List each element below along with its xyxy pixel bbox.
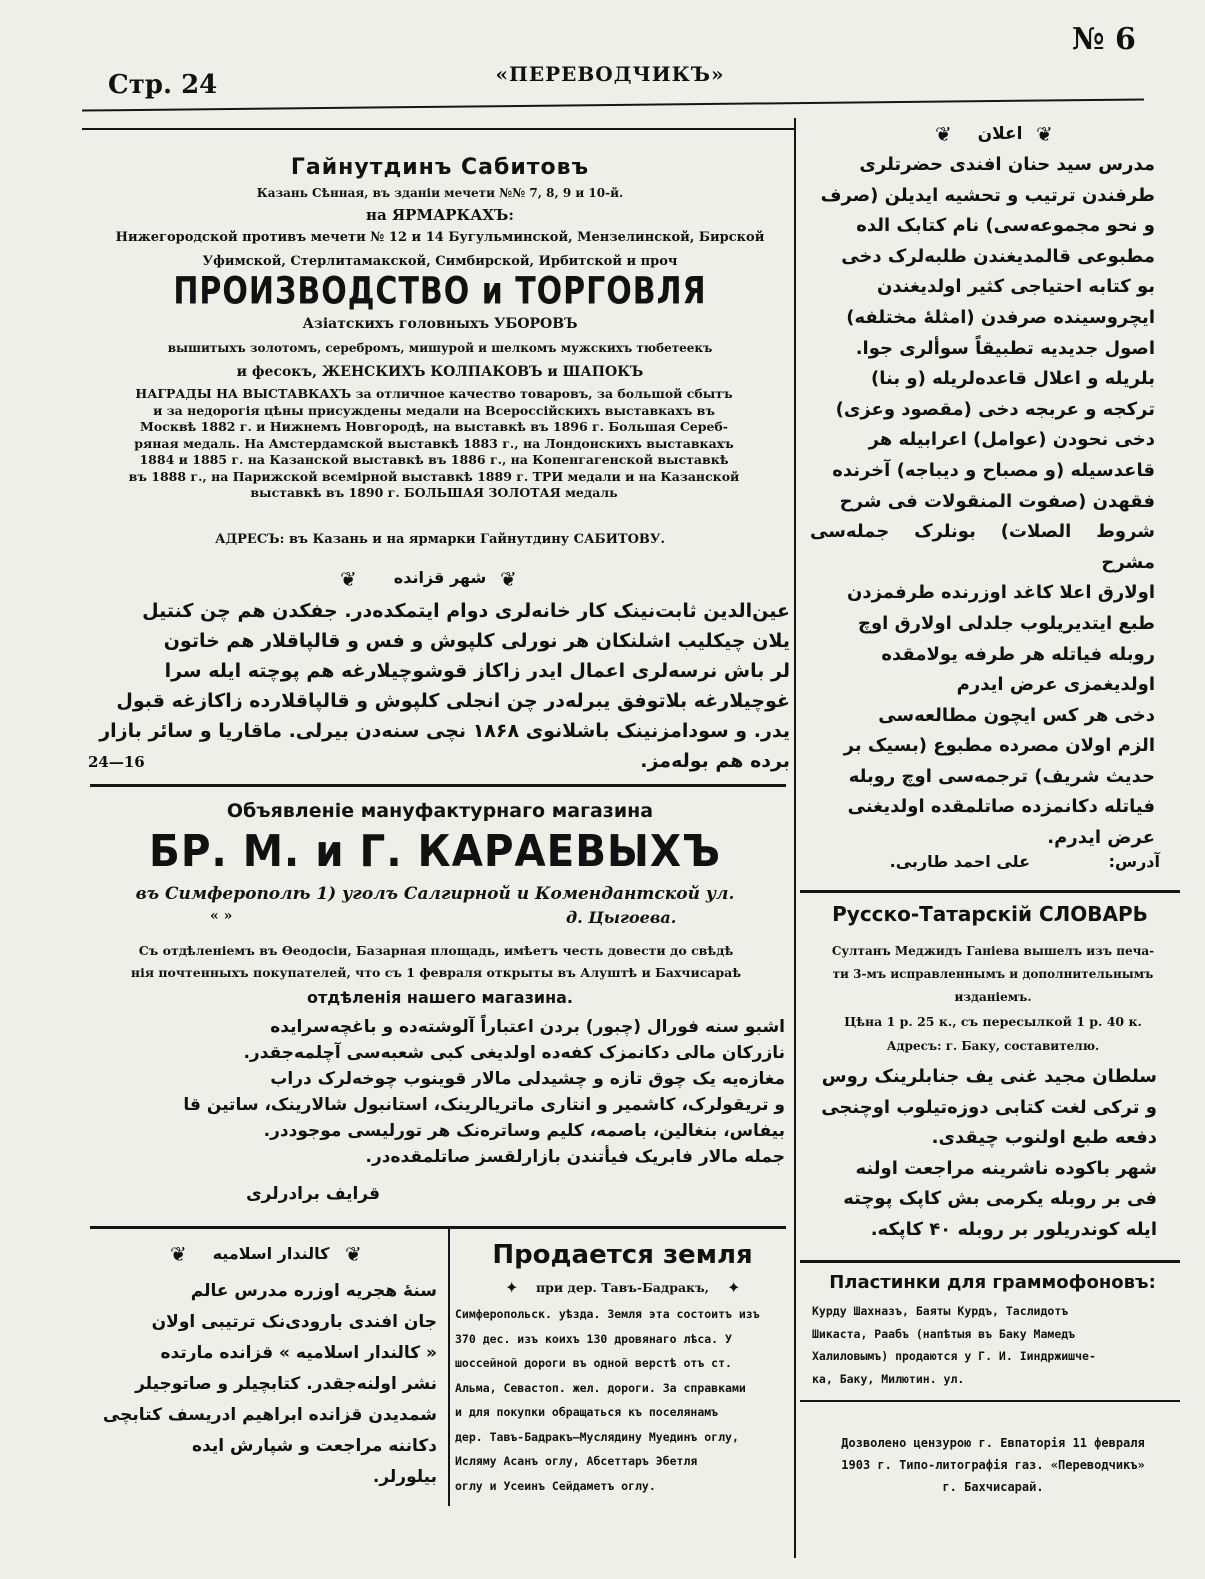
awards-line: НАГРАДЫ НА ВЫСТАВКАХЪ за отличное качество товаровъ, за большой сбытъ	[135, 386, 733, 401]
ornament-left-icon: ❦	[340, 567, 357, 591]
dictionary-arabic	[812, 1062, 1157, 1245]
ilan-line: حدیث شریف) ترجمه‌سی اوچ روبله	[848, 765, 1155, 787]
ad-subhead: Азіатскихъ головныхъ УБОРОВЪ	[302, 316, 578, 332]
section-rule	[90, 1226, 786, 1229]
land-line: дер. Тавъ-Бадракъ—Муслядину Муединъ оглу,	[455, 1429, 739, 1444]
section-rule	[800, 890, 1180, 893]
gramophone-body	[812, 1300, 1182, 1390]
ilan-line: قاعدسیله (و مصباح و دیباجه) آخرنده	[832, 459, 1155, 481]
land-line: Симферопольск. уѣзда. Земля эта состоитъ изъ	[455, 1307, 760, 1321]
ilan-line: ایچروسینده صرفدن (امثلهٔ مختلفه)	[846, 306, 1155, 328]
diamond-left-icon: ✦	[505, 1278, 519, 1297]
gramophone-line: Курду Шахназъ, Баяты Курдъ, Таслидотъ	[812, 1304, 1069, 1318]
calendar-body	[92, 1276, 437, 1493]
section-rule	[800, 1400, 1180, 1402]
ilan-line: اولدیغمزی عرض ایدرم	[956, 674, 1155, 696]
ilan-line: شروط الصلات) بونلرک جمله‌سی مشرح	[810, 521, 1155, 573]
ad-number: 24—16	[88, 753, 145, 771]
karaev-title: БР. М. и Г. КАРАЕВЫХЪ	[149, 826, 721, 877]
awards-line: Москвѣ 1882 г. и Нижнемъ Новгородѣ, на выставкѣ въ 1896 г. Большая Сереб-	[140, 419, 728, 434]
land-title: Продается земля	[492, 1240, 753, 1270]
dictionary-body	[806, 940, 1180, 1009]
land-body	[455, 1302, 790, 1498]
ilan-line: بو کتابه احتیاجی کثیر اولدیغندن	[876, 276, 1155, 298]
ilan-address-name: علی احمد طاربی.	[889, 852, 1030, 871]
page-number: Стр. 24	[108, 70, 218, 100]
karaev-tagline: отдѣленія нашего магазина.	[307, 988, 573, 1007]
newspaper-title: «ПЕРЕВОДЧИКЪ»	[495, 62, 725, 86]
censor-line: 1903 г. Типо-литографія газ. «Переводчикъ»	[841, 1458, 1145, 1472]
shahr-line: عین‌الدین ثابت‌نینک کار خانه‌لری دوام ایتمکده‌در. جفکدن هم چن کنتیل	[142, 600, 790, 622]
censor-line: г. Бахчисарай.	[942, 1480, 1044, 1494]
ilan-line: طرفندن ترتیب و تحشیه ایدیلن (صرف	[820, 184, 1155, 206]
dictionary-arabic-line: ایله کوندریلور بر روبله ۴۰ کاپکه.	[870, 1218, 1157, 1240]
dictionary-arabic-line: سلطان مجید غنی یف جنابلرینک روس	[821, 1066, 1157, 1087]
awards-line: выставкѣ въ 1890 г. БОЛЬШАЯ ЗОЛОТАЯ медаль	[250, 485, 618, 500]
ilan-line: و نحو مجموعه‌سی) نام کتابک الده	[856, 215, 1155, 237]
ilan-line: مدرس سید حنان افندی حضرتلری	[859, 154, 1155, 175]
ilan-line: فیاتله دکانمزده صاتلمقده اولدیغنی	[847, 796, 1155, 818]
ilan-line: اصول جدیدیه تطبیقاً سوألری جوا.	[855, 337, 1155, 359]
land-line: оглу и Усеинъ Сейдаметъ оглу.	[455, 1478, 656, 1493]
karaev-signature: قرایف برادرلری	[246, 1184, 380, 1204]
ilan-line: دخی هر کس ایچون مطالعه‌سی	[878, 704, 1155, 726]
karaev-body	[80, 940, 792, 984]
ilan-line: عرض ایدرم.	[1047, 827, 1155, 849]
ditto-marks: « »	[210, 908, 233, 924]
censor-note	[806, 1432, 1180, 1498]
dictionary-arabic-line: و ترکی لغت کتابی دوزه‌تیلوب اوچنجی	[821, 1096, 1157, 1118]
karaev-arabic-line: اشبو سنه فورال (چبور) بردن اعتباراً آلوشته‌ده و باغچه‌سرایده	[270, 1017, 785, 1037]
header-rule	[82, 98, 1144, 111]
awards-block	[78, 386, 790, 502]
ilan-line: اولارق اعلا کاغد اوزرنده طرفمزدن	[846, 582, 1155, 604]
shahr-line: یلان چیکلیب اشلنکان هر نورلی کلپوش و فس و قالپاقلار هم خاتون	[163, 630, 790, 652]
dictionary-line: ти 3-мъ исправленнымъ и дополнительнымъ	[832, 967, 1154, 981]
fairs-line-1: Нижегородской противъ мечети № 12 и 14 Бугульминской, Мензелинской, Бирской	[115, 230, 765, 245]
awards-line: 1884 и 1885 г. на Казанской выставкѣ въ 1886 г., на Копенгагенской выставкѣ	[139, 452, 729, 467]
dictionary-arabic-line: شهر باکوده ناشرینه مراجعت اولنه	[855, 1157, 1157, 1179]
calendar-line: « کالندار اسلامیه » قزانده مارتده	[160, 1343, 437, 1363]
column-divider	[794, 118, 796, 1558]
issue-number: № 6	[1072, 22, 1136, 57]
section-rule	[800, 1260, 1180, 1263]
ornament-right-icon: ❦	[345, 1242, 362, 1266]
karaev-location: въ Симферополѣ 1) уголъ Салгирной и Комендантской ул.	[135, 884, 735, 904]
dictionary-price: Цѣна 1 р. 25 к., съ пересылкой 1 р. 40 к.	[844, 1014, 1142, 1029]
ornament-left-icon: ❦	[170, 1242, 187, 1266]
censor-line: Дозволено цензурою г. Евпаторія 11 февраля	[841, 1436, 1145, 1450]
merchant-name: Гайнутдинъ Сабитовъ	[290, 155, 590, 180]
ilan-line: ترکجه و عربجه دخی (مقصود وعزی)	[835, 398, 1155, 420]
fairs-line-2: Уфимской, Стерлитамакской, Симбирской, Ирбитской и проч	[202, 254, 678, 269]
ilan-line: دخی نحودن (عوامل) اعرابیله هر	[868, 429, 1155, 451]
ornament-right-icon: ❦	[1036, 122, 1053, 146]
shahr-line: برده هم بوله‌مز.	[640, 750, 790, 772]
calendar-line: سنهٔ هجریه اوزره مدرس عالم	[190, 1281, 437, 1301]
ornament-left-icon: ❦	[935, 122, 952, 146]
dictionary-arabic-line: فی بر روبله یکرمی بش کاپک پوچته	[843, 1188, 1157, 1209]
calendar-line: جان افندی بارودی‌نک ترتیبی اولان	[151, 1312, 437, 1332]
ad-line-3: вышитыхъ золотомъ, серебромъ, мишурой и шелкомъ мужскихъ тюбетеекъ	[167, 341, 713, 355]
dictionary-address: Адресъ: г. Баку, составителю.	[886, 1039, 1100, 1053]
dictionary-arabic-line: دفعه طبع اولنوب چیقدی.	[931, 1127, 1157, 1148]
dictionary-line: Султанъ Меджидъ Ганіева вышелъ изъ печа-	[831, 944, 1155, 958]
karaev-arabic-line: جمله مالار فابریک فیأتندن بازارلقسز صاتلمقده‌در.	[365, 1147, 785, 1167]
calendar-line: نشر اولنه‌جقدر. کتابچیلر و صاتوجیلر	[135, 1374, 437, 1394]
ilan-line: بلریله و اعلال قاعده‌لریله (و بنا)	[871, 368, 1155, 390]
land-line: Альма, Севастоп. жел. дороги. За справками	[455, 1380, 746, 1395]
gramophone-line: ка, Баку, Милютин. ул.	[812, 1371, 965, 1386]
bottom-divider	[448, 1226, 450, 1506]
ilan-line: فقهدن (صفوت المنقولات فی شرح	[839, 490, 1155, 512]
karaev-arabic	[95, 1014, 785, 1170]
gramophone-line: Шикаста, Раабъ (напѣтыя въ Баку Мамедъ	[812, 1326, 1076, 1341]
karaev-body-line: нія почтенныхъ покупателей, что съ 1 февраля открыты въ Алуштѣ и Бахчисараѣ	[130, 965, 742, 980]
merchant-address: Казань Сѣнная, въ зданіи мечети №№ 7, 8, 9 и 10-й.	[256, 186, 624, 200]
ilan-line: مطبوعی قالمدیغندن طلبه‌لرک دخی	[841, 245, 1155, 267]
gramophone-title: Пластинки для граммофоновъ:	[829, 1272, 1156, 1293]
land-subtitle: при дер. Тавъ-Бадракъ,	[535, 1280, 710, 1295]
calendar-line: دکاننه مراجعت و شپارش ایده	[192, 1436, 437, 1456]
diamond-right-icon: ✦	[727, 1278, 741, 1297]
ilan-line: طبع ایتدیریلوب جلدلی اولارق اوچ	[857, 612, 1155, 634]
land-line: и для покупки обращаться къ поселянамъ	[455, 1405, 719, 1419]
shahr-heading: شهر قزانده	[393, 568, 487, 587]
ad-line-4: и фесокъ, ЖЕНСКИХЪ КОЛПАКОВЪ и ШАПОКЪ	[236, 364, 644, 380]
karaev-arabic-line: بیفاس، بنغالین، باصمه، کلیم وساتره‌نک هر تورلیسی موجوددر.	[263, 1121, 785, 1141]
section-rule	[90, 784, 786, 787]
ilan-body	[810, 150, 1155, 854]
gramophone-line: Халиловымъ) продаются у Г. И. Іиндржишче-	[812, 1349, 1096, 1363]
shahr-line: غوچیلارغه بلاتوفق یبرله‌در چن انجلی کلپوش و قالپاقلارده زاکازغه قبول	[116, 690, 790, 712]
land-line: шоссейной дороги въ одной верстѣ отъ ст.	[455, 1356, 732, 1370]
shahr-line: لر باش نرسه‌لری اعمال ایدر زاکاز قوشوچیلارغه هم پوچته ایله سرا	[164, 660, 790, 682]
land-line: 370 дес. изъ коихъ 130 дровянаго лѣса. У	[455, 1331, 732, 1346]
ilan-address-label: آدرس:	[1108, 852, 1160, 871]
karaev-arabic-line: نازرکان مالی دکانمزک کفه‌ده اولدیغی کبی شعبه‌سی آچلمه‌جقدر.	[243, 1043, 785, 1063]
ilan-heading: اعلان	[977, 124, 1023, 144]
calendar-heading: کالندار اسلامیه	[212, 1244, 330, 1263]
ad-address: АДРЕСЪ: въ Казань и на ярмарки Гайнутдину САБИТОВУ.	[215, 532, 665, 547]
karaev-arabic-line: و تریقولرک، کاشمیر و انتاری ماتریالرینک، استانبول شالارینک، ساتین قا	[183, 1095, 785, 1115]
ad-headline: ПРОИЗВОДСТВО и ТОРГОВЛЯ	[173, 269, 707, 314]
fairs-label: на ЯРМАРКАХЪ:	[366, 206, 514, 224]
dictionary-line: изданіемъ.	[954, 990, 1032, 1004]
karaev-house: д. Цыгоева.	[566, 908, 677, 927]
dictionary-title: Русско-Татарскій СЛОВАРЬ	[832, 902, 1148, 926]
karaev-intro: Объявленіе мануфактурнаго магазина	[226, 800, 654, 822]
karaev-body-line: Съ отдѣленіемъ въ Ѳеодосіи, Базарная площадь, имѣетъ честь довести до свѣдѣ	[138, 943, 734, 958]
ornament-right-icon: ❦	[500, 567, 517, 591]
awards-line: и за недорогія цѣны присуждены медали на Всероссійскихъ выставкахъ въ	[153, 402, 715, 418]
header-rule-lower	[82, 128, 794, 130]
calendar-line: شمدیدن قزانده ابراهیم ادریسف کتابچی	[102, 1405, 437, 1425]
ilan-line: روبله فیاتله هر طرفه یولامقده	[881, 643, 1155, 665]
shahr-line: یدر. و سودامزنینک باشلانوی ۱۸۶۸ نچی سنه‌دن بیرلی. ماقاریا و سائر بازار	[99, 720, 790, 742]
land-line: Исляму Асанъ оглу, Абсеттаръ Эбетля	[455, 1454, 698, 1468]
awards-line: въ 1888 г., на Парижской всемірной выставкѣ 1889 г. ТРИ медали и на Казанской	[128, 468, 740, 484]
karaev-arabic-line: مغازه‌یه یک چوق تازه و چشیدلی مالار قوینوب چوخه‌لرک دراب	[270, 1069, 785, 1089]
awards-line: ряная медаль. На Амстердамской выставкѣ 1883 г., на Лондонскихъ выставкахъ	[134, 435, 734, 451]
calendar-line: بیلورلر.	[372, 1467, 437, 1487]
shahr-body	[90, 596, 790, 776]
ilan-line: الزم اولان مصرده مطبوع (بسیک بر	[843, 735, 1155, 757]
